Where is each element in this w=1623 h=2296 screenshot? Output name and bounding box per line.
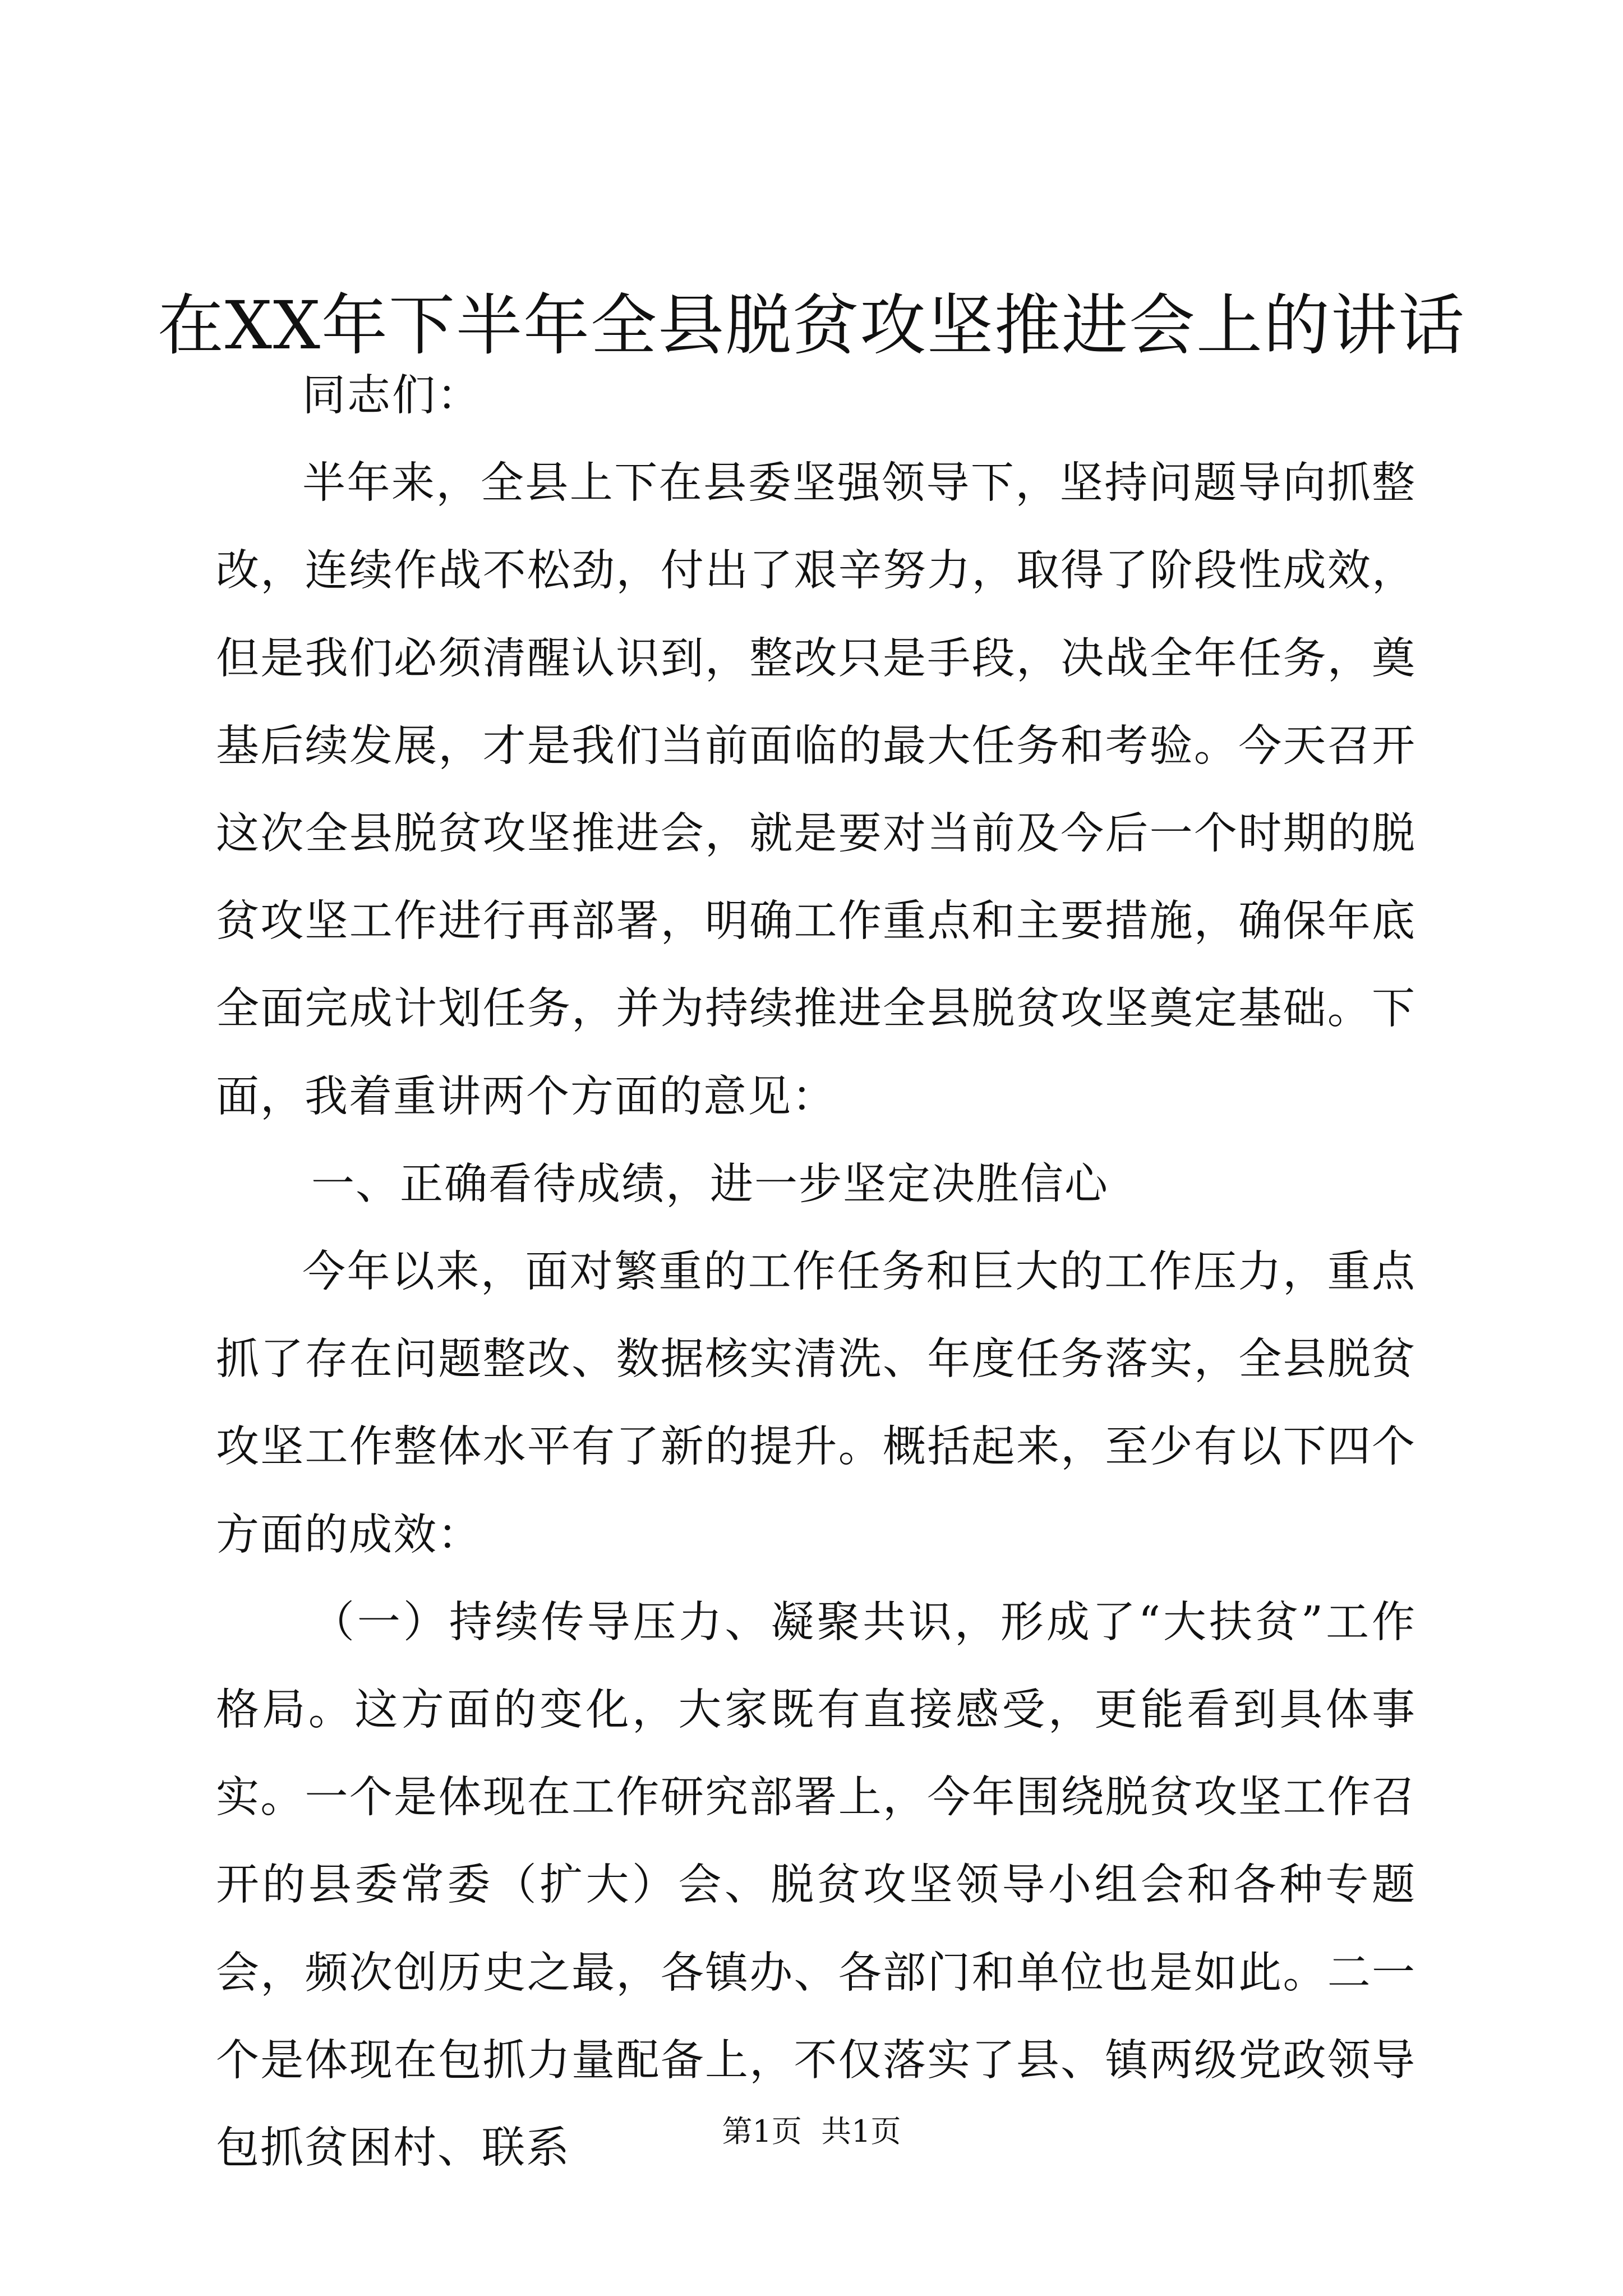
document-body — [216, 352, 1416, 2192]
page-footer: 第1页 共1页 — [722, 2114, 901, 2149]
paragraph-section-1: 今年以来，面对繁重的工作任务和巨大的工作压力，重点抓了存在问题整改、数据核实清洗、年度任务落实，全县脱贫攻坚工作整体水平有了新的提升。概括起来，至少有以下四个方面的成效： — [216, 1247, 1416, 1560]
section-heading-1: 一、正确看待成绩，进一步坚定决胜信心 — [311, 1159, 1109, 1209]
salutation: 同志们： — [302, 371, 482, 421]
paragraph-subsection-1: （一）持续传导压力、凝聚共识，形成了“大扶贫”工作格局。这方面的变化，大家既有直接感受，更能看到具体事实。一个是体现在工作研究部署上，今年围绕脱贫攻坚工作召开的县委常委（扩大）会、脱贫攻坚领导小组会和各种专题会，频次创历史之最，各镇办、各部门和单位也是如此。二一个是体现在包抓力量配备上，不仅落实了县、镇两级党政领导包抓贫困村、联系 — [216, 1597, 1416, 2174]
document-title: 在XX年下半年全县脱贫攻坚推进会上的讲话 — [157, 287, 1465, 364]
paragraph-intro: 半年来，全县上下在县委坚强领导下，坚持问题导向抓整改，连续作战不松劲，付出了艰辛努力，取得了阶段性成效，但是我们必须清醒认识到，整改只是手段，决战全年任务，奠基后续发展，才是我们当前面临的最大任务和考验。今天召开这次全县脱贫攻坚推进会，就是要对当前及今后一个时期的脱贫攻坚工作进行再部署，明确工作重点和主要措施，确保年底全面完成计划任务，并为持续推进全县脱贫攻坚奠定基础。下面，我着重讲两个方面的意见： — [216, 458, 1416, 1122]
